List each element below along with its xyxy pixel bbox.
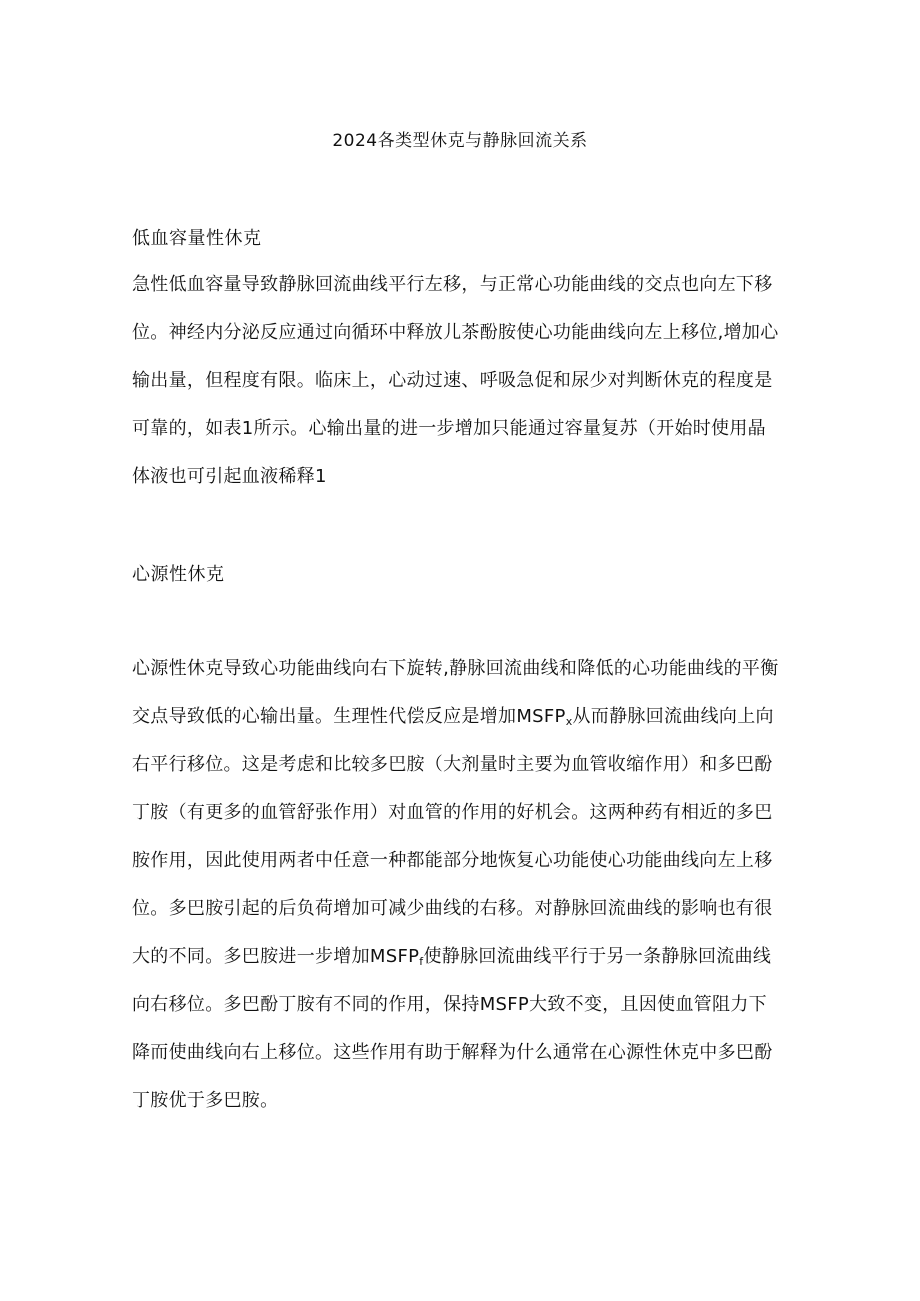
document-title: 2024各类型休克与静脉回流关系 [332,131,588,151]
paragraph-line: 降而使曲线向右上移位。这些作用有助于解释为什么通常在心源性休克中多巴酚 [132,1042,773,1063]
line-text-tail: 使静脉回流曲线平行于另一条静脉回流曲线 [423,946,772,967]
paragraph-line: 体液也可引起血液稀释1 [132,466,327,487]
paragraph-line-msfpx [132,704,792,752]
line-text-tail: 从而静脉回流曲线向上向 [572,706,774,727]
msfp-subscript: f [419,955,424,968]
section-heading-hypovolemic: 低血容量性休克 [132,228,262,249]
paragraph-line: 急性低血容量导致静脉回流曲线平行左移，与正常心功能曲线的交点也向左下移 [132,274,773,295]
line-text: 交点导致低的心输出量。生理性代偿反应是增加 [132,706,517,727]
paragraph-line: 胺作用，因此使用两者中任意一种都能部分地恢复心功能使心功能曲线向左上移 [132,850,773,871]
paragraph-line: 输出量，但程度有限。临床上，心动过速、呼吸急促和尿少对判断休克的程度是 [132,370,773,391]
section-heading-cardiogenic: 心源性休克 [132,564,225,585]
msfp-subscript: x [565,715,573,728]
paragraph-line: 丁胺（有更多的血管舒张作用）对血管的作用的好机会。这两种药有相近的多巴 [132,802,773,823]
paragraph-line: 向右移位。多巴酚丁胺有不同的作用，保持MSFP大致不变，且因使血管阻力下 [132,994,767,1015]
line-text: 大的不同。多巴胺进一步增加 [132,946,370,967]
paragraph-line: 右平行移位。这是考虑和比较多巴胺（大剂量时主要为血管收缩作用）和多巴酚 [132,754,773,775]
paragraph-line: 位。神经内分泌反应通过向循环中释放儿茶酚胺使心功能曲线向左上移位,增加心 [132,322,779,343]
paragraph-line: 心源性休克导致心功能曲线向右下旋转,静脉回流曲线和降低的心功能曲线的平衡 [132,658,779,679]
msfp-term: MSFP [516,706,566,727]
paragraph-line: 丁胺优于多巴胺。 [132,1090,279,1111]
paragraph-line: 可靠的，如表1所示。心输出量的进一步增加只能通过容量复苏（开始时使用晶 [132,418,766,439]
paragraph-line-msfpf [132,944,792,992]
paragraph-cardiogenic [132,656,792,1136]
paragraph-line: 位。多巴胺引起的后负荷增加可减少曲线的右移。对静脉回流曲线的影响也有很 [132,898,773,919]
msfp-term: MSFP [369,946,420,967]
paragraph-hypovolemic [132,272,792,512]
